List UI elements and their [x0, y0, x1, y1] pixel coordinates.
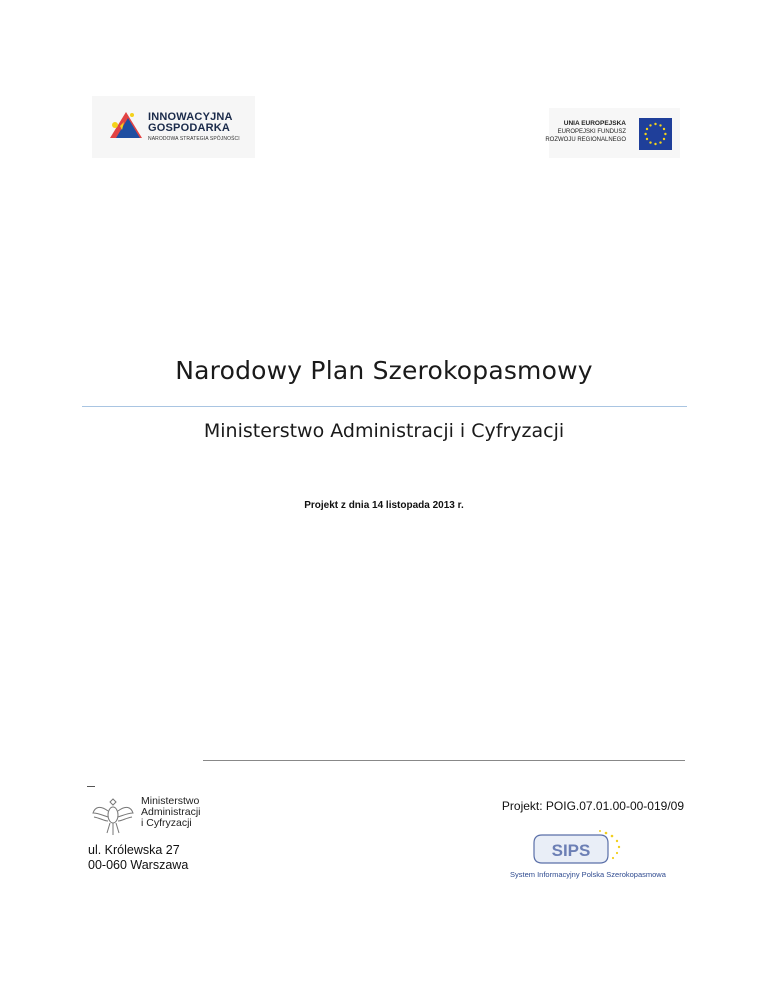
- ministry-logo-line1: Ministerstwo: [141, 795, 200, 807]
- logo-right-line2: EUROPEJSKI FUNDUSZ: [557, 129, 626, 135]
- footer-rule-short: [87, 786, 95, 787]
- logo-right-line1: UNIA EUROPEJSKA: [563, 120, 626, 127]
- logo-left-line1: INNOWACYJNA: [148, 111, 233, 123]
- footer-divider: [203, 760, 685, 761]
- innowacyjna-gospodarka-logo: [92, 96, 255, 158]
- sips-logo-text: SIPS: [551, 841, 591, 860]
- polish-eagle-crest-icon: [90, 793, 136, 839]
- innowacyjna-gospodarka-mark-icon: [106, 108, 146, 144]
- eu-fund-logo: [545, 108, 680, 158]
- project-code: Projekt: POIG.07.01.00-00-019/09: [501, 799, 684, 813]
- address-city: 00-060 Warszawa: [88, 858, 189, 872]
- eu-flag-icon: [639, 118, 672, 150]
- sips-logo-icon: [512, 829, 632, 869]
- ministry-logo-line3: i Cyfryzacji: [141, 817, 192, 829]
- address-street: ul. Królewska 27: [88, 843, 180, 857]
- logo-right-line3: ROZWOJU REGIONALNEGO: [545, 137, 626, 143]
- title-divider: [82, 406, 687, 407]
- ministry-logo-line2: Administracji: [141, 806, 201, 818]
- logo-left-line3: NARODOWA STRATEGIA SPÓJNOŚCI: [148, 136, 240, 142]
- document-subtitle: Ministerstwo Administracji i Cyfryzacji: [203, 420, 565, 442]
- logo-left-line2: GOSPODARKA: [148, 122, 231, 134]
- sips-tagline: System Informacyjny Polska Szerokopasmowa: [510, 870, 666, 879]
- document-title: Narodowy Plan Szerokopasmowy: [175, 356, 593, 385]
- document-date: Projekt z dnia 14 listopada 2013 r.: [304, 500, 464, 511]
- ministry-logo-text: [141, 796, 201, 829]
